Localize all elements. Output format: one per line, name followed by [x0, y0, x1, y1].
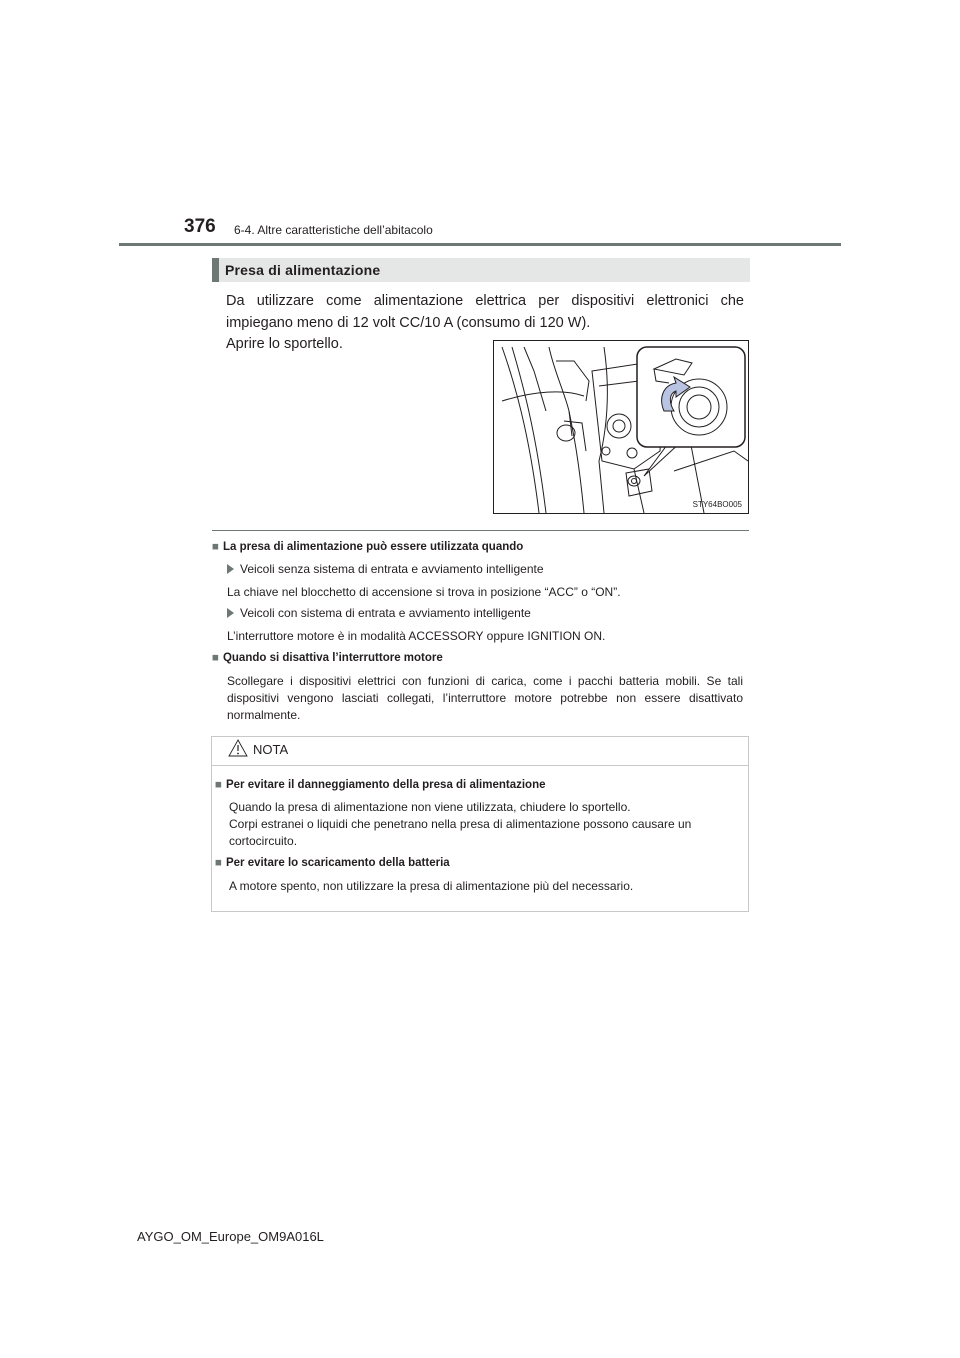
square-bullet-icon: ■ [215, 857, 222, 869]
nota-item-text: Quando la presa di alimentazione non viene utilizzata, chiudere lo sportello. [229, 800, 631, 814]
triangle-bullet-icon [227, 564, 234, 574]
figure-code: STY64BO005 [692, 500, 742, 509]
dashboard-drawing [494, 341, 749, 514]
condition-line [227, 562, 544, 576]
note-heading-usage [212, 541, 523, 553]
square-bullet-icon: ■ [212, 541, 219, 553]
nota-item-text: A motore spento, non utilizzare la presa di alimentazione più del necessario. [229, 879, 634, 893]
square-bullet-icon: ■ [215, 779, 222, 791]
triangle-bullet-icon [227, 608, 234, 618]
nota-item-heading [215, 779, 546, 791]
nota-item-text: Corpi estranei o liquidi che penetrano nella presa di alimentazione possono causare un cortocircuito. [229, 817, 692, 848]
condition-line [227, 606, 531, 620]
nota-item-heading-text: Per evitare il danneggiamento della presa di alimentazione [225, 779, 546, 791]
note-heading-switch-off [212, 652, 443, 664]
nota-divider [211, 765, 749, 766]
step-text: Aprire lo sportello. [226, 336, 343, 352]
page-number: 376 [184, 216, 216, 237]
power-outlet-illustration [493, 340, 749, 514]
condition-body: L’interruttore motore è in modalità ACCESSORY oppure IGNITION ON. [227, 629, 606, 643]
condition-text: Veicoli senza sistema di entrata e avviamento intelligente [240, 562, 544, 576]
content-divider [212, 530, 749, 531]
note-heading-text: La presa di alimentazione può essere utilizzata quando [222, 541, 524, 553]
nota-item-heading [215, 857, 450, 869]
section-title: 6-4. Altre caratteristiche dell’abitacolo [234, 223, 433, 237]
section-heading-bar [212, 258, 750, 282]
heading-accent [212, 258, 219, 282]
intro-paragraph: Da utilizzare come alimentazione elettrica per dispositivi elettronici che impiegano meno di 12 volt CC/10 A (consumo di 120 W). [226, 293, 744, 331]
condition-body: La chiave nel blocchetto di accensione si trova in posizione “ACC” o “ON”. [227, 585, 621, 599]
condition-text: Veicoli con sistema di entrata e avviamento intelligente [240, 606, 531, 620]
section-heading: Presa di alimentazione [225, 262, 381, 278]
switch-off-body: Scollegare i dispositivi elettrici con funzioni di carica, come i pacchi batteria mobili. Se tali dispositivi vengono lasciati collegati, l’interruttore motore potrebbe non essere disattivato normalmente. [227, 674, 743, 722]
square-bullet-icon: ■ [212, 652, 219, 664]
nota-title: NOTA [253, 742, 289, 757]
note-heading-text: Quando si disattiva l’interruttore motore [222, 652, 443, 664]
nota-item-heading-text: Per evitare lo scaricamento della batteria [225, 857, 450, 869]
warning-icon [228, 739, 248, 757]
header-divider [119, 243, 841, 246]
footer-doc-code: AYGO_OM_Europe_OM9A016L [137, 1229, 324, 1244]
